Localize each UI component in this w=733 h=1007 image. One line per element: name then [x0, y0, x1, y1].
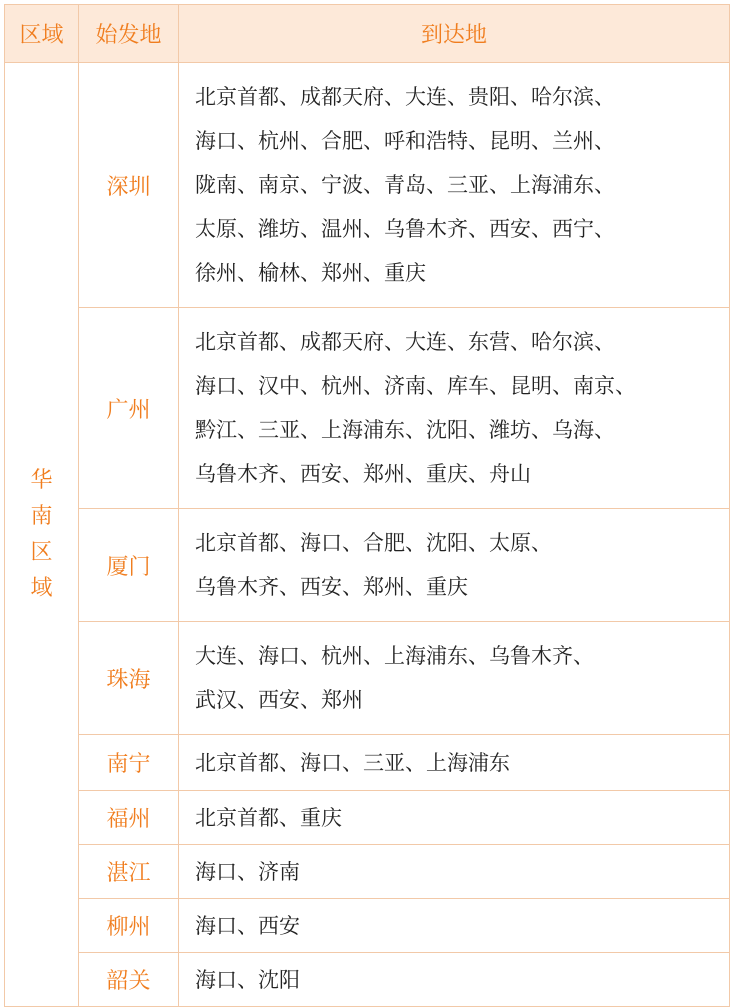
table-body	[5, 63, 730, 1007]
destination-line: 北京首都、海口、合肥、沈阳、太原、	[195, 531, 552, 555]
destination-line: 黔江、三亚、上海浦东、沈阳、潍坊、乌海、	[195, 418, 615, 442]
destination-line: 大连、海口、杭州、上海浦东、乌鲁木齐、	[195, 644, 594, 668]
destination-line: 徐州、榆林、郑州、重庆	[195, 261, 426, 285]
destination-line: 海口、杭州、合肥、呼和浩特、昆明、兰州、	[195, 129, 615, 153]
destination-cell	[179, 509, 730, 622]
destination-cell	[179, 63, 730, 308]
destination-cell	[179, 735, 730, 791]
table-row	[5, 308, 730, 509]
destination-line: 海口、汉中、杭州、济南、库车、昆明、南京、	[195, 374, 636, 398]
destination-line: 陇南、南京、宁波、青岛、三亚、上海浦东、	[195, 173, 615, 197]
destination-cell	[179, 791, 730, 845]
region-cell	[5, 63, 79, 1007]
destination-line: 乌鲁木齐、西安、郑州、重庆、舟山	[195, 462, 531, 486]
origin-cell: 深圳	[79, 63, 179, 308]
region-char: 南	[30, 503, 53, 529]
table-row	[5, 845, 730, 899]
destination-cell	[179, 899, 730, 953]
origin-cell: 柳州	[79, 899, 179, 953]
destination-line: 海口、济南	[195, 859, 300, 884]
destination-cell	[179, 622, 730, 735]
origin-cell: 珠海	[79, 622, 179, 735]
origin-cell: 厦门	[79, 509, 179, 622]
table-row	[5, 63, 730, 308]
table-row	[5, 953, 730, 1007]
origin-cell: 福州	[79, 791, 179, 845]
region-char: 域	[30, 575, 53, 601]
origin-cell: 广州	[79, 308, 179, 509]
destination-cell	[179, 953, 730, 1007]
destination-line: 太原、潍坊、温州、乌鲁木齐、西安、西宁、	[195, 217, 615, 241]
table-row	[5, 791, 730, 845]
route-table	[4, 4, 730, 1007]
destination-line: 北京首都、成都天府、大连、东营、哈尔滨、	[195, 330, 615, 354]
destination-line: 武汉、西安、郑州	[195, 688, 363, 712]
destination-line: 北京首都、重庆	[195, 805, 342, 830]
table-row	[5, 622, 730, 735]
destination-line: 海口、西安	[195, 913, 300, 938]
header-region: 区域	[5, 5, 79, 63]
table-row	[5, 735, 730, 791]
destination-cell	[179, 845, 730, 899]
origin-cell: 韶关	[79, 953, 179, 1007]
destination-line: 海口、沈阳	[195, 967, 300, 992]
header-origin: 始发地	[79, 5, 179, 63]
region-char: 区	[30, 539, 53, 565]
origin-cell: 湛江	[79, 845, 179, 899]
destination-cell	[179, 308, 730, 509]
header-row	[5, 5, 730, 63]
destination-line: 北京首都、海口、三亚、上海浦东	[195, 750, 510, 775]
origin-cell: 南宁	[79, 735, 179, 791]
table-row	[5, 899, 730, 953]
region-char: 华	[30, 467, 53, 493]
header-destination: 到达地	[179, 5, 730, 63]
destination-line: 北京首都、成都天府、大连、贵阳、哈尔滨、	[195, 85, 615, 109]
destination-line: 乌鲁木齐、西安、郑州、重庆	[195, 575, 468, 599]
table-row	[5, 509, 730, 622]
